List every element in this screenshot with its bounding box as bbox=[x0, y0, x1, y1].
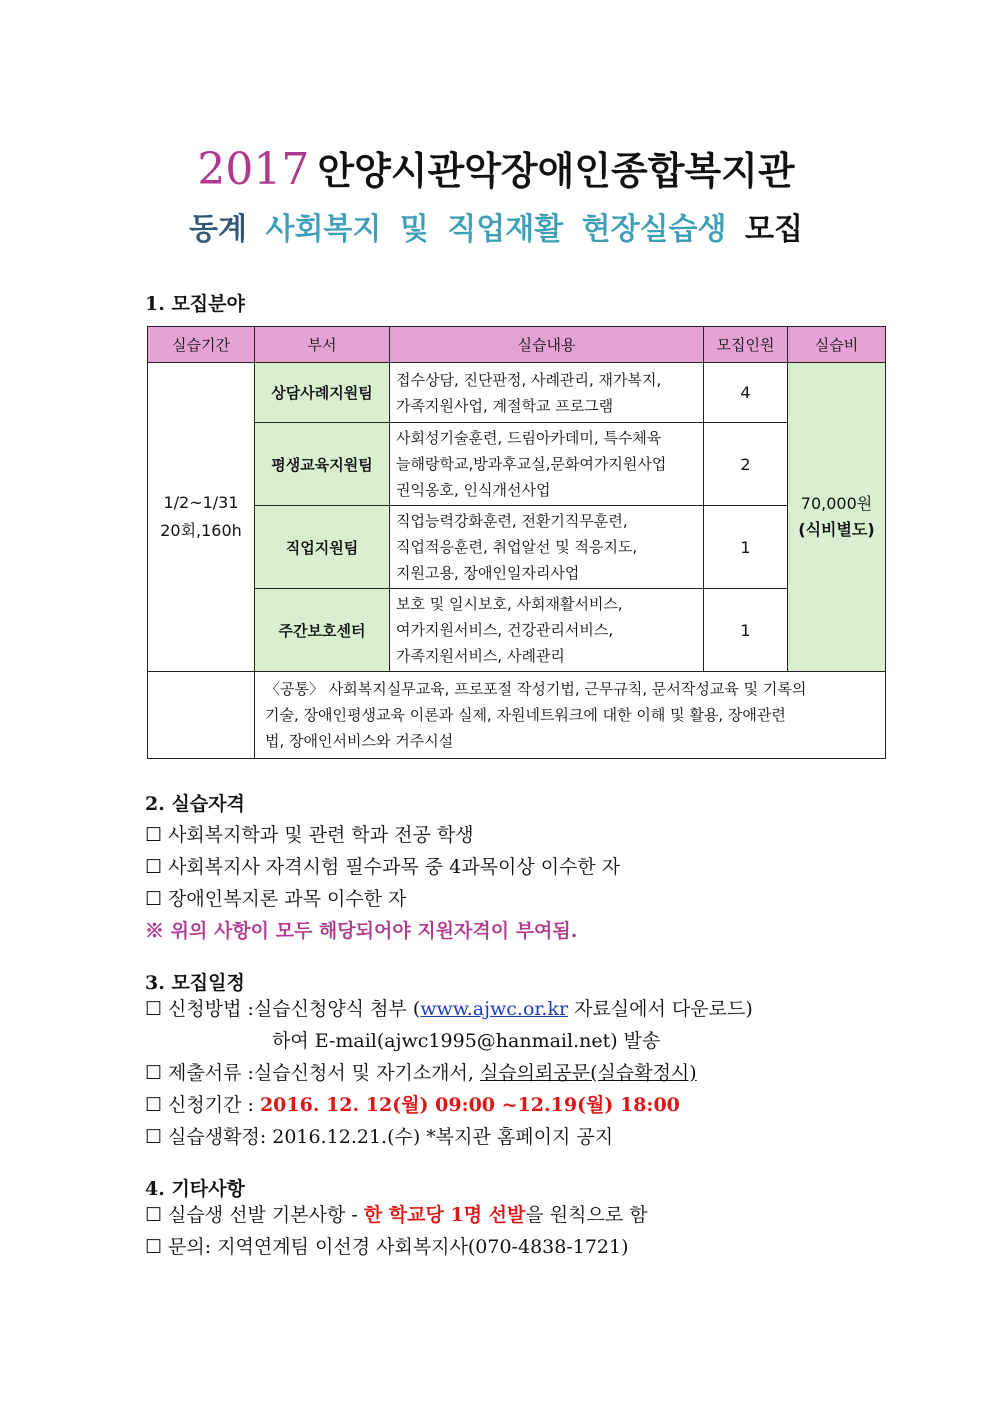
documents-underlined: 실습의뢰공문(실습확정시) bbox=[479, 1062, 697, 1084]
documents-text: 실습신청서 및 자기소개서, bbox=[253, 1062, 474, 1084]
content-line: 지원고용, 장애인일자리사업 bbox=[396, 564, 580, 582]
contact-text: 문의: 지역연계팀 이선경 사회복지사(070-4838-1721) bbox=[168, 1236, 629, 1258]
section1-heading: 1. 모집분야 bbox=[145, 293, 245, 315]
empty-cell bbox=[148, 672, 255, 759]
content-line: 여가지원서비스, 건강관리서비스, bbox=[396, 621, 614, 639]
qualification-item bbox=[145, 852, 620, 879]
subtitle-field: 사회복지 및 직업재활 현장실습생 bbox=[265, 212, 727, 247]
checkbox-icon: ☐ bbox=[145, 1062, 163, 1084]
fee-note: (식비별도) bbox=[798, 520, 875, 539]
section4-heading: 4. 기타사항 bbox=[145, 1178, 245, 1200]
table-row bbox=[148, 423, 886, 506]
content-cell bbox=[390, 363, 704, 423]
content-line: 가족지원서비스, 사례관리 bbox=[396, 647, 565, 665]
section3-heading: 3. 모집일정 bbox=[145, 972, 245, 994]
qualification-text: 사회복지학과 및 관련 학과 전공 학생 bbox=[168, 824, 474, 846]
method-text-end: 자료실에서 다운로드) bbox=[574, 998, 753, 1020]
content-line: 권익옹호, 인식개선사업 bbox=[396, 481, 551, 499]
common-line: 법, 장애인서비스와 거주시설 bbox=[265, 732, 454, 750]
period-sessions: 20회,160h bbox=[160, 521, 242, 540]
documents-line bbox=[145, 1058, 697, 1085]
dept-cell: 직업지원팀 bbox=[255, 506, 390, 589]
table-row bbox=[148, 506, 886, 589]
content-line: 가족지원사업, 계절학교 프로그램 bbox=[396, 396, 614, 415]
method-text: 실습신청양식 첨부 ( bbox=[253, 998, 421, 1020]
qualification-item bbox=[145, 884, 406, 911]
content-cell bbox=[390, 423, 704, 506]
common-cell bbox=[255, 672, 886, 759]
content-cell bbox=[390, 506, 704, 589]
period-cell bbox=[148, 363, 255, 672]
confirm-text: 실습생확정: 2016.12.21.(수) *복지관 홈페이지 공지 bbox=[168, 1126, 614, 1148]
period-label: 신청기간 : bbox=[168, 1094, 254, 1116]
basic-text-end: 을 원칙으로 함 bbox=[525, 1204, 648, 1226]
count-cell: 1 bbox=[704, 506, 788, 589]
qualification-item bbox=[145, 820, 474, 847]
header-content: 실습내용 bbox=[390, 327, 704, 363]
basic-text: 실습생 선발 기본사항 - bbox=[168, 1204, 358, 1226]
content-line: 사회성기술훈련, 드림아카데미, 특수체육 bbox=[396, 429, 662, 447]
method-line bbox=[145, 994, 753, 1021]
checkbox-icon: ☐ bbox=[145, 888, 163, 910]
content-line: 보호 및 일시보호, 사회재활서비스, bbox=[396, 595, 623, 613]
title-org: 안양시관악장애인종합복지관 bbox=[317, 149, 795, 193]
header-count: 모집인원 bbox=[704, 327, 788, 363]
subtitle-season: 동계 bbox=[189, 212, 248, 247]
method-label: 신청방법 : bbox=[168, 998, 254, 1020]
header-dept: 부서 bbox=[255, 327, 390, 363]
period-dates: 1/2~1/31 bbox=[163, 493, 239, 512]
title-year: 2017 bbox=[197, 144, 310, 195]
subtitle-recruit: 모집 bbox=[744, 212, 803, 247]
checkbox-icon: ☐ bbox=[145, 856, 163, 878]
fee-cell bbox=[788, 363, 886, 672]
content-line: 접수상담, 진단판정, 사례관리, 재가복지, bbox=[396, 370, 662, 389]
dept-cell: 상담사례지원팀 bbox=[255, 363, 390, 423]
basic-line bbox=[145, 1200, 648, 1227]
period-line bbox=[145, 1090, 680, 1117]
checkbox-icon: ☐ bbox=[145, 1204, 163, 1226]
page-title bbox=[0, 140, 992, 195]
common-line: 기술, 장애인평생교육 이론과 실제, 자원네트워크에 대한 이해 및 활용, 장애관련 bbox=[265, 706, 786, 724]
count-cell: 4 bbox=[704, 363, 788, 423]
website-link[interactable]: www.ajwc.or.kr bbox=[420, 998, 569, 1020]
content-line: 늘해랑학교,방과후교실,문화여가지원사업 bbox=[396, 455, 667, 473]
recruit-table bbox=[147, 326, 886, 759]
checkbox-icon: ☐ bbox=[145, 824, 163, 846]
table-row bbox=[148, 363, 886, 423]
checkbox-icon: ☐ bbox=[145, 1094, 163, 1116]
qualification-note: ※ 위의 사항이 모두 해당되어야 지원자격이 부여됨. bbox=[145, 920, 578, 942]
confirm-line bbox=[145, 1122, 613, 1149]
dept-cell: 평생교육지원팀 bbox=[255, 423, 390, 506]
period-value: 2016. 12. 12(월) 09:00 ~12.19(월) 18:00 bbox=[259, 1094, 680, 1116]
header-period: 실습기간 bbox=[148, 327, 255, 363]
count-cell: 2 bbox=[704, 423, 788, 506]
checkbox-icon: ☐ bbox=[145, 998, 163, 1020]
count-cell: 1 bbox=[704, 589, 788, 672]
table-common-row bbox=[148, 672, 886, 759]
table-row bbox=[148, 589, 886, 672]
checkbox-icon: ☐ bbox=[145, 1236, 163, 1258]
method-line-2: 하여 E-mail(ajwc1995@hanmail.net) 발송 bbox=[272, 1030, 661, 1052]
common-line: 〈공통〉 사회복지실무교육, 프로포절 작성기법, 근무규칙, 문서작성교육 및 기록의 bbox=[265, 680, 807, 698]
content-cell bbox=[390, 589, 704, 672]
basic-highlight: 한 학교당 1명 선발 bbox=[363, 1204, 526, 1226]
page-subtitle bbox=[0, 204, 992, 248]
section2-heading: 2. 실습자격 bbox=[145, 793, 245, 815]
checkbox-icon: ☐ bbox=[145, 1126, 163, 1148]
qualification-text: 사회복지사 자격시험 필수과목 중 4과목이상 이수한 자 bbox=[168, 856, 621, 878]
table-header-row bbox=[148, 327, 886, 363]
fee-amount: 70,000원 bbox=[800, 494, 873, 513]
content-line: 직업능력강화훈련, 전환기직무훈련, bbox=[396, 512, 628, 530]
dept-cell: 주간보호센터 bbox=[255, 589, 390, 672]
header-fee: 실습비 bbox=[788, 327, 886, 363]
qualification-text: 장애인복지론 과목 이수한 자 bbox=[168, 888, 407, 910]
content-line: 직업적응훈련, 취업알선 및 적응지도, bbox=[396, 538, 638, 556]
documents-label: 제출서류 : bbox=[168, 1062, 254, 1084]
contact-line bbox=[145, 1232, 629, 1259]
